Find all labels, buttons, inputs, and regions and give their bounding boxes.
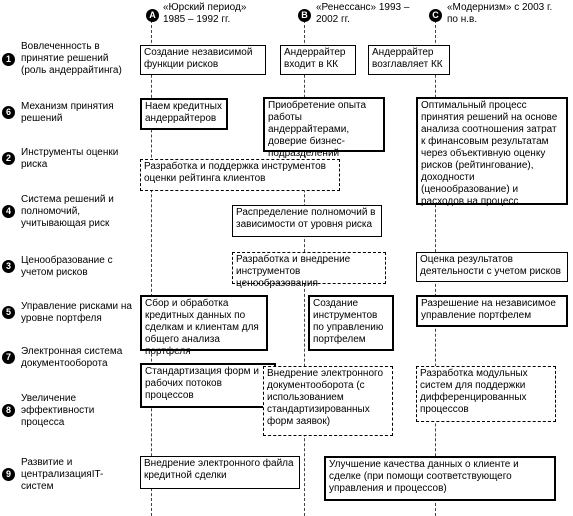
box-electronic-workflow: Внедрение электронного документооборота (с использованием стандартизированных форм заявок) [263, 366, 393, 436]
period-c-label: «Модернизм» с 2003 г. по н.в. [447, 2, 553, 25]
row-6-marker: 6 [2, 106, 15, 119]
row-4-label: Система решений и полномочий, учитывающая риск [21, 194, 114, 229]
row-1-label: Вовлеченность в принятие решений (роль андеррайтинга) [21, 41, 122, 76]
row-7-label: Электронная система документооборота [21, 346, 123, 369]
row-2-marker: 2 [2, 152, 15, 165]
box-electronic-credit-file: Внедрение электронного файла кредитной сделки [140, 456, 300, 489]
row-3-label: Ценообразование с учетом рисков [21, 255, 113, 278]
box-underwriter-joins-committee: Андеррайтер входит в КК [280, 45, 356, 75]
box-hire-underwriters: Наем кредитных андеррайтеров [140, 98, 228, 130]
box-risk-adjusted-performance: Оценка результатов деятельности с учетом рисков [416, 252, 568, 282]
box-underwriter-heads-committee: Андеррайтер возглавляет КК [368, 45, 450, 75]
box-authority-by-risk-level: Распределение полномочий в зависимости от уровня риска [232, 205, 382, 237]
box-independent-risk-function: Создание независимой функции рисков [140, 45, 266, 75]
row-3-marker: 3 [2, 260, 15, 273]
period-b-label: «Ренессанс» 1993 – 2002 гг. [316, 2, 410, 25]
row-2-label: Инструменты оценки риска [21, 147, 119, 170]
row-8-label: Увеличение эффективности процесса [21, 393, 95, 428]
row-5-marker: 5 [2, 306, 15, 319]
box-rating-tools-development: Разработка и поддержка инструментов оценки рейтинга клиентов [140, 159, 340, 191]
row-5-label: Управление рисками на уровне портфеля [21, 301, 132, 324]
box-modular-systems: Разработка модульных систем для поддержки дифференцированных процессов [416, 366, 556, 422]
row-7-marker: 7 [2, 351, 15, 364]
row-4-marker: 4 [2, 205, 15, 218]
box-gain-underwriting-experience: Приобретение опыта работы андеррайтерами, доверие бизнес-подразделений [263, 97, 385, 152]
box-pricing-tools: Разработка и внедрение инструментов ценообразования [232, 252, 386, 284]
box-independent-portfolio-management: Разрешение на независимое управление портфелем [416, 295, 568, 327]
row-1-marker: 1 [2, 53, 15, 66]
row-6-label: Механизм принятия решений [21, 101, 114, 124]
period-a-marker: A [146, 9, 159, 22]
row-9-label: Развитие и централизацияIT-систем [21, 457, 104, 492]
period-c-marker: C [429, 9, 442, 22]
row-8-marker: 8 [2, 404, 15, 417]
period-a-label: «Юрский период» 1985 – 1992 гг. [163, 2, 247, 25]
box-forms-standardization: Стандартизация форм и рабочих потоков процессов [140, 363, 276, 408]
box-credit-data-collection: Сбор и обработка кредитных данных по сделкам и клиентам для общего анализа портфеля [140, 295, 268, 351]
box-data-quality-improvement: Улучшение качества данных о клиенте и сделке (при помощи соответствующего управления и процессов) [324, 456, 556, 501]
box-portfolio-tools: Создание инструментов по управлению портфелем [308, 295, 394, 351]
box-optimal-decision-process: Оптимальный процесс принятия решений на основе анализа соотношения затрат к финансовым результатам через объективную оценку рисков (рейтингование), доходности (ценообразование) и расходов на процесс [416, 97, 568, 205]
period-a-timeline [151, 20, 152, 516]
row-9-marker: 9 [2, 468, 15, 481]
period-b-marker: B [298, 9, 311, 22]
